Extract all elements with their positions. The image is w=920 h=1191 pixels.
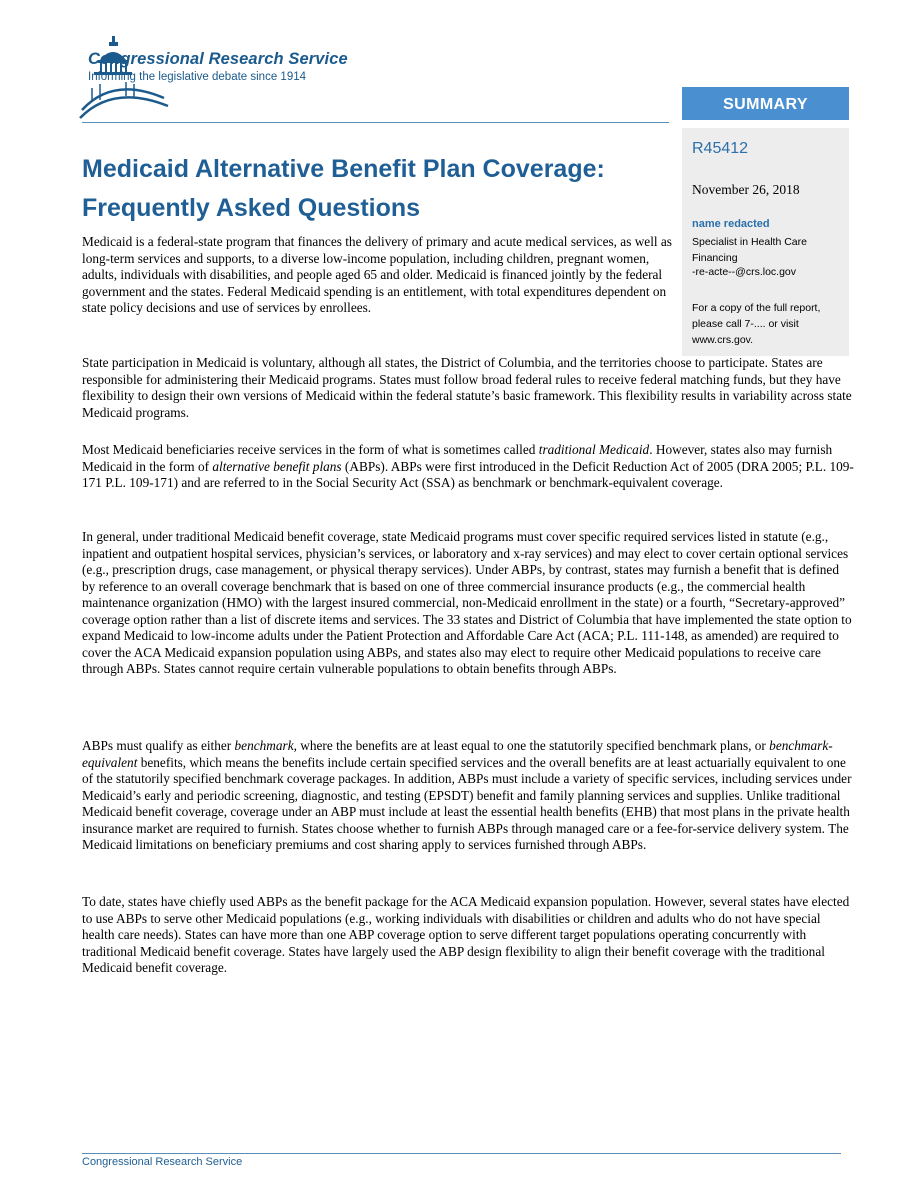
page-title: Medicaid Alternative Benefit Plan Coverage: Frequently Asked Questions [82, 155, 605, 222]
org-name: Congressional Research Service [88, 50, 348, 68]
emphasis-text: alternative benefit plans [212, 458, 342, 474]
header-divider [82, 122, 669, 123]
author-email[interactable]: -re-acte--@crs.loc.gov [692, 266, 797, 278]
org-tagline: Informing the legislative debate since 1914 [88, 71, 307, 83]
summary-tab: SUMMARY [682, 87, 849, 120]
text-run: (ABPs). ABPs were first introduced in the Deficit Reduction Act of 2005 (DRA 2005; P.L. 109-171 P.L. 109-171) and are referred to in the Social Security Act (SSA) as benchmark or benchmark-equivalent coverage. [82, 458, 854, 490]
paragraph-abp-intro [82, 442, 854, 492]
paragraph-coverage-comparison: In general, under traditional Medicaid benefit coverage, state Medicaid programs must cover specific required services listed in statute (e.g., inpatient and outpatient hospital services, physician’s services, or laboratory and x-ray services) and may elect to cover certain optional services (e.g., prescription drugs, case management, or physical therapy services). Under ABPs, by contrast, states may furnish a benefit that is defined by reference to an overall coverage benchmark that is based on one of three commercial insurance products (e.g., the commercial health maintenance organization (HMO) with the largest insured commercial, non-Medicaid enrollment in the state) or a fourth, “Secretary-approved” coverage option rather than a list of discrete items and services. The 33 states and District of Columbia that have implemented the state option to expand Medicaid to low-income adults under the Patient Protection and Affordable Care Act (ACA; P.L. 111-148, as amended) are required to cover the ACA Medicaid expansion population using ABPs, and states also may elect to require other Medicaid populations to receive care through ABPs. States cannot require certain vulnerable populations to obtain benefits through ABPs. [82, 529, 852, 676]
text-run: benefits, which means the benefits include certain specified services and the overall benefits are at least actuarially equivalent to one of the statutorily specified benchmark coverage packages. In addition, ABPs must include a variety of specific services, including services under Medicaid’s early and periodic screening, diagnostic, and testing (EPSDT) benefit and family planning services and supplies. Unlike traditional Medicaid benefit coverage, coverage under an ABP must include at least the essential health benefits (EHB) that most plans in the private health insurance market are required to furnish. States choose whether to furnish ABPs through managed care or a fee-for-service delivery system. The Medicaid limitations on beneficiary premiums and cost sharing apply to services furnished through ABPs. [82, 754, 852, 852]
author-name: name redacted [692, 218, 770, 230]
text-run: . However, states also may furnish Medicaid in the form of [82, 442, 833, 474]
emphasis-text: benchmark, [234, 738, 297, 753]
paragraph-intro: Medicaid is a federal-state program that finances the delivery of primary and acute medical services, as well as long-term services and supports, to a diverse low-income population, including children, pregnant women, adults, individuals with disabilities, and people aged 65 and older. Medicaid is financed jointly by the federal government and the states. Federal Medicaid spending is an entitlement, with total expenditures dependent on state policy decisions and use of services by enrollees. [82, 234, 672, 315]
author-role: Specialist in Health Care Financing [692, 236, 807, 264]
summary-sidebar [682, 128, 849, 356]
text-run: where the benefits are at least equal to one the statutorily specified benchmark plans, or [296, 738, 770, 753]
paragraph-benchmark [82, 738, 854, 854]
report-id: R45412 [692, 140, 749, 157]
footer-divider [82, 1153, 841, 1154]
emphasis-text: benchmark-equivalent [82, 738, 833, 770]
report-date: November 26, 2018 [692, 182, 800, 197]
text-run: Most Medicaid beneficiaries receive services in the form of what is sometimes called [82, 442, 539, 457]
copy-note: For a copy of the full report, please call 7-.... or visit www.crs.gov. [692, 302, 821, 346]
paragraph-usage: To date, states have chiefly used ABPs as the benefit package for the ACA Medicaid expansion population. However, several states have elected to use ABPs to serve other Medicaid populations (e.g., working individuals with disabilities or children and adults who do not have special health care needs). States can have more than one ABP coverage option to serve different target populations operating concurrently with traditional Medicaid benefit coverage. States have largely used the ABP design flexibility to align their benefit coverage with the traditional Medicaid benefit coverage. [82, 894, 850, 975]
paragraph-participation: State participation in Medicaid is voluntary, although all states, the District of Columbia, and the territories choose to participate. States are responsible for administering their Medicaid programs. States must follow broad federal rules to receive federal matching funds, but they have flexibility to design their own versions of Medicaid within the federal statute’s basic framework. This flexibility results in variability across state Medicaid programs. [82, 355, 852, 420]
emphasis-text: traditional Medicaid [538, 442, 650, 457]
footer-org-name: Congressional Research Service [82, 1156, 243, 1168]
text-run: ABPs must qualify as either [82, 738, 235, 753]
